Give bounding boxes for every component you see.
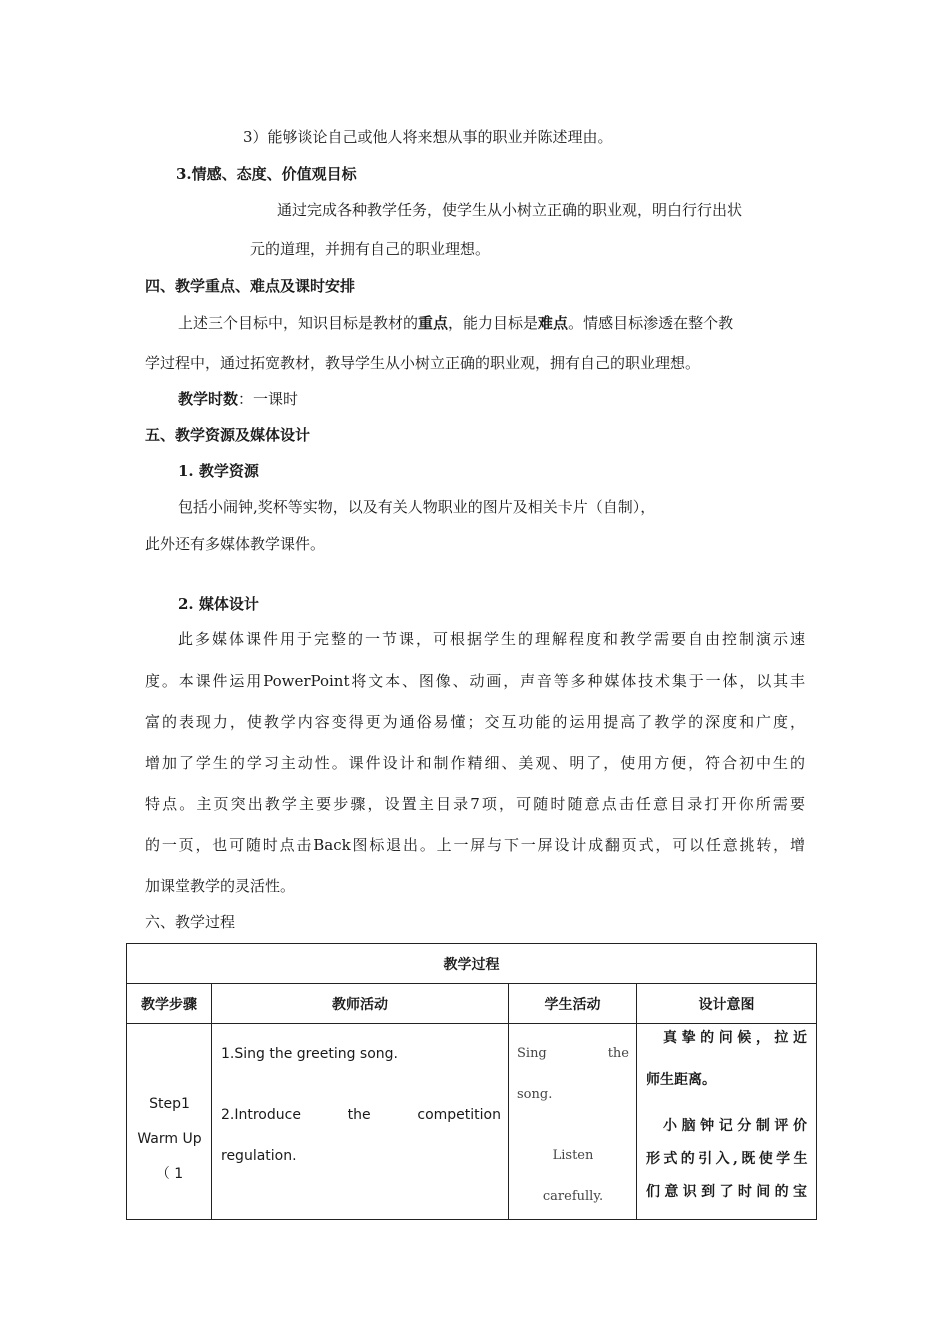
objective-item-3: 3）能够谈论自己或他人将来想从事的职业并陈述理由。 [243, 128, 613, 146]
step-duration: （ 1 [155, 1166, 184, 1182]
step-name: Step1 [149, 1096, 190, 1112]
header-step: 教学步骤 [127, 984, 212, 1024]
resources-title: 1. 教学资源 [178, 462, 259, 480]
media-design-line: 加课堂教学的灵活性。 [145, 877, 296, 895]
media-design-line: 的一页，也可随时点击Back图标退出。上一屏与下一屏设计成翻页式，可以任意挑转，增 [145, 836, 805, 854]
media-design-line: 增加了学生的学习主动性。课件设计和制作精细、美观、明了，使用方便，符合初中生的 [145, 754, 805, 772]
teaching-hours-label: 教学时数 [178, 390, 239, 408]
media-design-line: 度。本课件运用PowerPoint将文本、图像、动画，声音等多种媒体技术集于一体，以其丰 [145, 672, 805, 690]
teacher-activity-line: 2.Introduce the competition [221, 1107, 501, 1123]
student-activity-line: song. [517, 1087, 553, 1102]
student-activity-line: Listen [552, 1148, 594, 1163]
affective-objective-line-2: 元的道理，并拥有自己的职业理想。 [250, 240, 491, 258]
section-5-title: 五、教学资源及媒体设计 [145, 426, 311, 444]
difficult-point-text: 难点 [538, 314, 569, 332]
teaching-hours-value: ：一课时 [238, 390, 299, 408]
header-design-intent: 设计意图 [637, 984, 817, 1024]
student-activity-cell [509, 1024, 637, 1220]
student-activity-line: carefully. [542, 1189, 604, 1204]
media-design-line: 富的表现力，使教学内容变得更为通俗易懂；交互功能的运用提高了教学的深度和广度， [145, 713, 805, 731]
design-intent-line: 小脑钟记分制评价 [663, 1118, 807, 1134]
student-activity-line: Sing the [517, 1046, 629, 1061]
section-4-paragraph-line-1: 上述三个目标中，知识目标是教材的重点，能力目标是难点。情感目标渗透在整个教 [178, 314, 734, 332]
header-student-activity: 学生活动 [509, 984, 637, 1024]
teacher-activity-line: regulation. [221, 1148, 297, 1164]
section-6-title: 六、教学过程 [145, 913, 236, 931]
section-4-title: 四、教学重点、难点及课时安排 [145, 277, 356, 295]
teaching-hours [178, 389, 298, 409]
step-phase: Warm Up [137, 1131, 202, 1147]
table-caption: 教学过程 [127, 944, 817, 984]
header-teacher-activity: 教师活动 [212, 984, 509, 1024]
design-intent-line: 真挚的问候，拉近 [663, 1030, 807, 1046]
step-cell [127, 1024, 212, 1220]
section-4-paragraph-line-2: 学过程中，通过拓宽教材，教导学生从小树立正确的职业观，拥有自己的职业理想。 [145, 354, 701, 372]
design-intent-cell [637, 1024, 817, 1220]
affective-objective-title: 3.情感、态度、价值观目标 [176, 165, 357, 183]
media-design-line: 特点。主页突出教学主要步骤，设置主目录7项，可随时随意点击任意目录打开你所需要 [145, 795, 805, 813]
design-intent-line: 形式的引入,既使学生 [646, 1151, 807, 1167]
design-intent-line: 们意识到了时间的宝 [646, 1184, 807, 1200]
teaching-process-table [126, 943, 817, 1220]
key-point-text: 重点 [418, 314, 449, 332]
design-intent-line: 师生距离。 [646, 1072, 716, 1088]
media-design-line: 此多媒体课件用于完整的一节课，可根据学生的理解程度和教学需要自由控制演示速 [178, 630, 805, 648]
resources-line-2: 此外还有多媒体教学课件。 [145, 535, 326, 553]
resources-line-1: 包括小闹钟,奖杯等实物，以及有关人物职业的图片及相关卡片（自制）， [178, 498, 656, 516]
affective-objective-line-1: 通过完成各种教学任务，使学生从小树立正确的职业观，明白行行出状 [277, 201, 743, 219]
media-design-title: 2. 媒体设计 [178, 595, 259, 613]
teacher-activity-cell [212, 1024, 509, 1220]
teacher-activity-line: 1.Sing the greeting song. [221, 1046, 398, 1062]
